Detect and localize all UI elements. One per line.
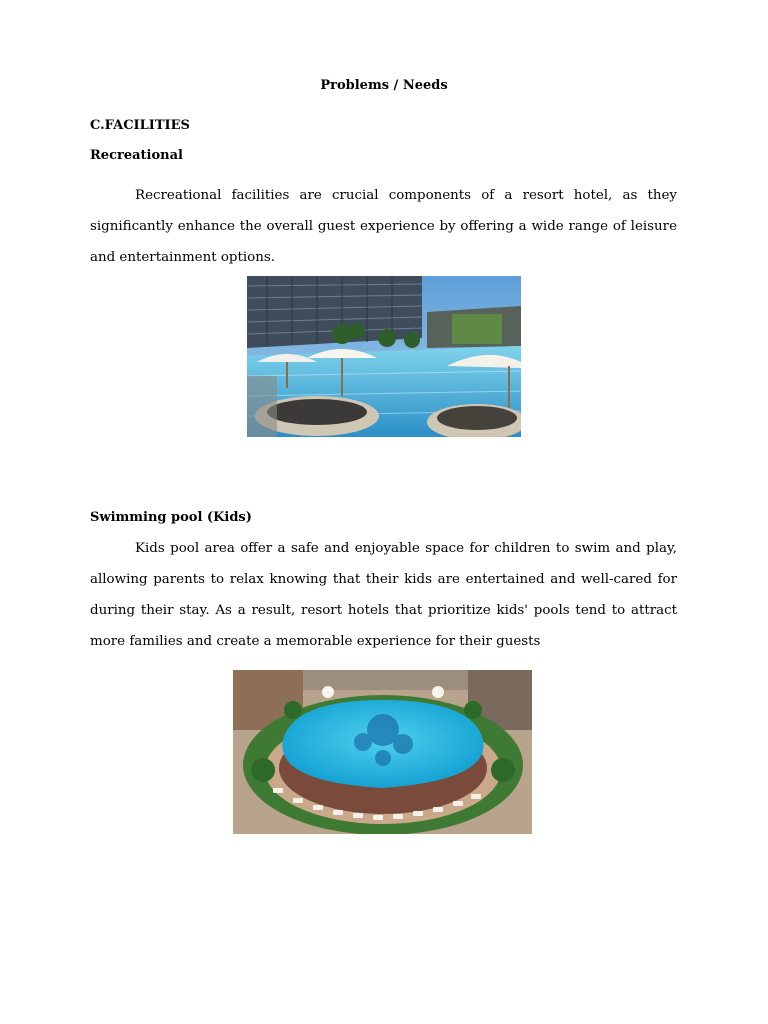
page-title: Problems / Needs (320, 78, 448, 93)
kids-pool-photo (233, 670, 532, 834)
kids-pool-heading: Swimming pool (Kids) (90, 510, 252, 525)
recreational-paragraph: Recreational facilities are crucial components of a resort hotel, as they significantly enhance the overall guest experience by offering a wide range of leisure and entertainment options. (90, 188, 677, 265)
recreational-heading: Recreational (90, 148, 183, 163)
kids-pool-paragraph: Kids pool area offer a safe and enjoyable space for children to swim and play, allowing parents to relax knowing that their kids are entertained and well-cared for during their stay. As a result, resort hotels that prioritize kids' pools tend to attract more families and create a memorable experience for their guests (90, 541, 677, 649)
resort-pool-photo (247, 276, 521, 437)
section-heading: C.FACILITIES (90, 118, 190, 133)
